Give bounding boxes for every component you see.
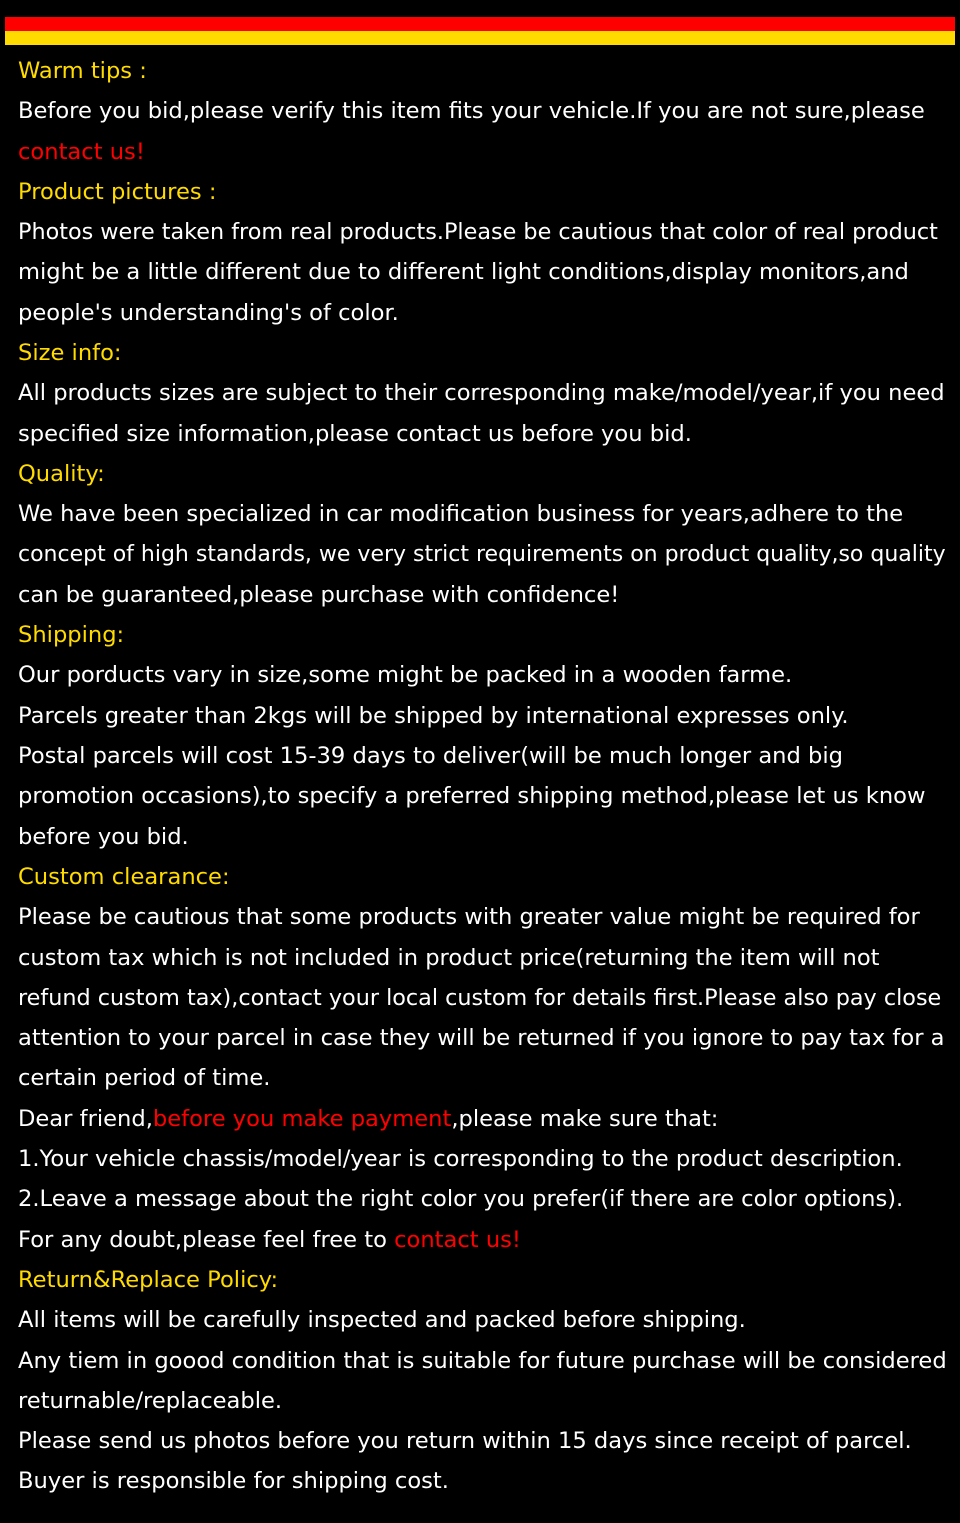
return-policy-text: Please send us photos before you return within 15 days since receipt of parcel.: [18, 1428, 912, 1455]
payment-notice-suffix: ,please make sure that:: [451, 1105, 719, 1132]
return-policy-text: Any tiem in goood condition that is suitable for future purchase will be considered: [18, 1347, 947, 1374]
product-pictures-text: Photos were taken from real products.Please be cautious that color of real product: [18, 219, 938, 246]
policy-text: [18, 51, 948, 1502]
payment-notice-item: 2.Leave a message about the right color you prefer(if there are color options).: [18, 1186, 904, 1213]
custom-clearance-text: attention to your parcel in case they will be returned if you ignore to pay tax for a: [18, 1025, 945, 1052]
shipping-text: Postal parcels will cost 15-39 days to deliver(will be much longer and big: [18, 743, 843, 770]
warm-tips-heading: Warm tips :: [18, 58, 147, 84]
custom-clearance-text: Please be cautious that some products with greater value might be required for: [18, 904, 920, 931]
payment-notice-highlight: before you make payment: [152, 1105, 452, 1132]
payment-notice: [18, 1099, 948, 1139]
payment-notice-prefix: Dear friend,: [18, 1105, 153, 1132]
shipping-text: before you bid.: [18, 823, 189, 850]
doubt-notice-text: For any doubt,please feel free to: [18, 1226, 395, 1253]
shipping-text: promotion occasions),to specify a preferred shipping method,please let us know: [18, 783, 926, 810]
custom-clearance-text: refund custom tax),contact your local custom for details first.Please also pay close: [18, 984, 942, 1011]
return-policy-text: Buyer is responsible for shipping cost.: [18, 1468, 449, 1495]
return-policy-heading: Return&Replace Policy:: [18, 1266, 279, 1293]
flag-stripe-red: [5, 17, 955, 31]
payment-notice-item: 1.Your vehicle chassis/model/year is corresponding to the product description.: [18, 1146, 903, 1173]
return-policy-text: All items will be carefully inspected and packed before shipping.: [18, 1307, 746, 1334]
shipping-text: Parcels greater than 2kgs will be shipped by international expresses only.: [18, 702, 849, 729]
shipping-heading: Shipping:: [18, 622, 125, 649]
custom-clearance-text: certain period of time.: [18, 1065, 271, 1092]
doubt-notice: [18, 1220, 948, 1260]
doubt-contact-link[interactable]: contact us!: [394, 1226, 521, 1253]
size-info-heading: Size info:: [18, 340, 122, 367]
product-pictures-heading: Product pictures :: [18, 178, 217, 205]
size-info-text: specified size information,please contact us before you bid.: [18, 420, 692, 447]
quality-text: can be guaranteed,please purchase with confidence!: [18, 581, 620, 608]
quality-heading: Quality:: [18, 460, 105, 487]
custom-clearance-heading: Custom clearance:: [18, 863, 230, 890]
warm-tips-text: Before you bid,please verify this item fits your vehicle.If you are not sure,please: [18, 98, 925, 125]
custom-clearance-text: custom tax which is not included in product price(returning the item will not: [18, 944, 880, 971]
shipping-text: Our porducts vary in size,some might be packed in a wooden farme.: [18, 662, 793, 689]
size-info-text: All products sizes are subject to their corresponding make/model/year,if you need: [18, 380, 945, 407]
product-pictures-text: might be a little different due to different light conditions,display monitors,and: [18, 259, 909, 286]
quality-text: We have been specialized in car modification business for years,adhere to the: [18, 501, 904, 528]
quality-text: concept of high standards, we very strict requirements on product quality,so quality: [18, 541, 946, 567]
flag-stripe-yellow: [5, 31, 955, 45]
return-policy-text: returnable/replaceable.: [18, 1387, 283, 1414]
flag-banner: [5, 17, 955, 45]
warm-tips-contact-link[interactable]: contact us!: [18, 138, 145, 165]
product-pictures-text: people's understanding's of color.: [18, 299, 399, 326]
